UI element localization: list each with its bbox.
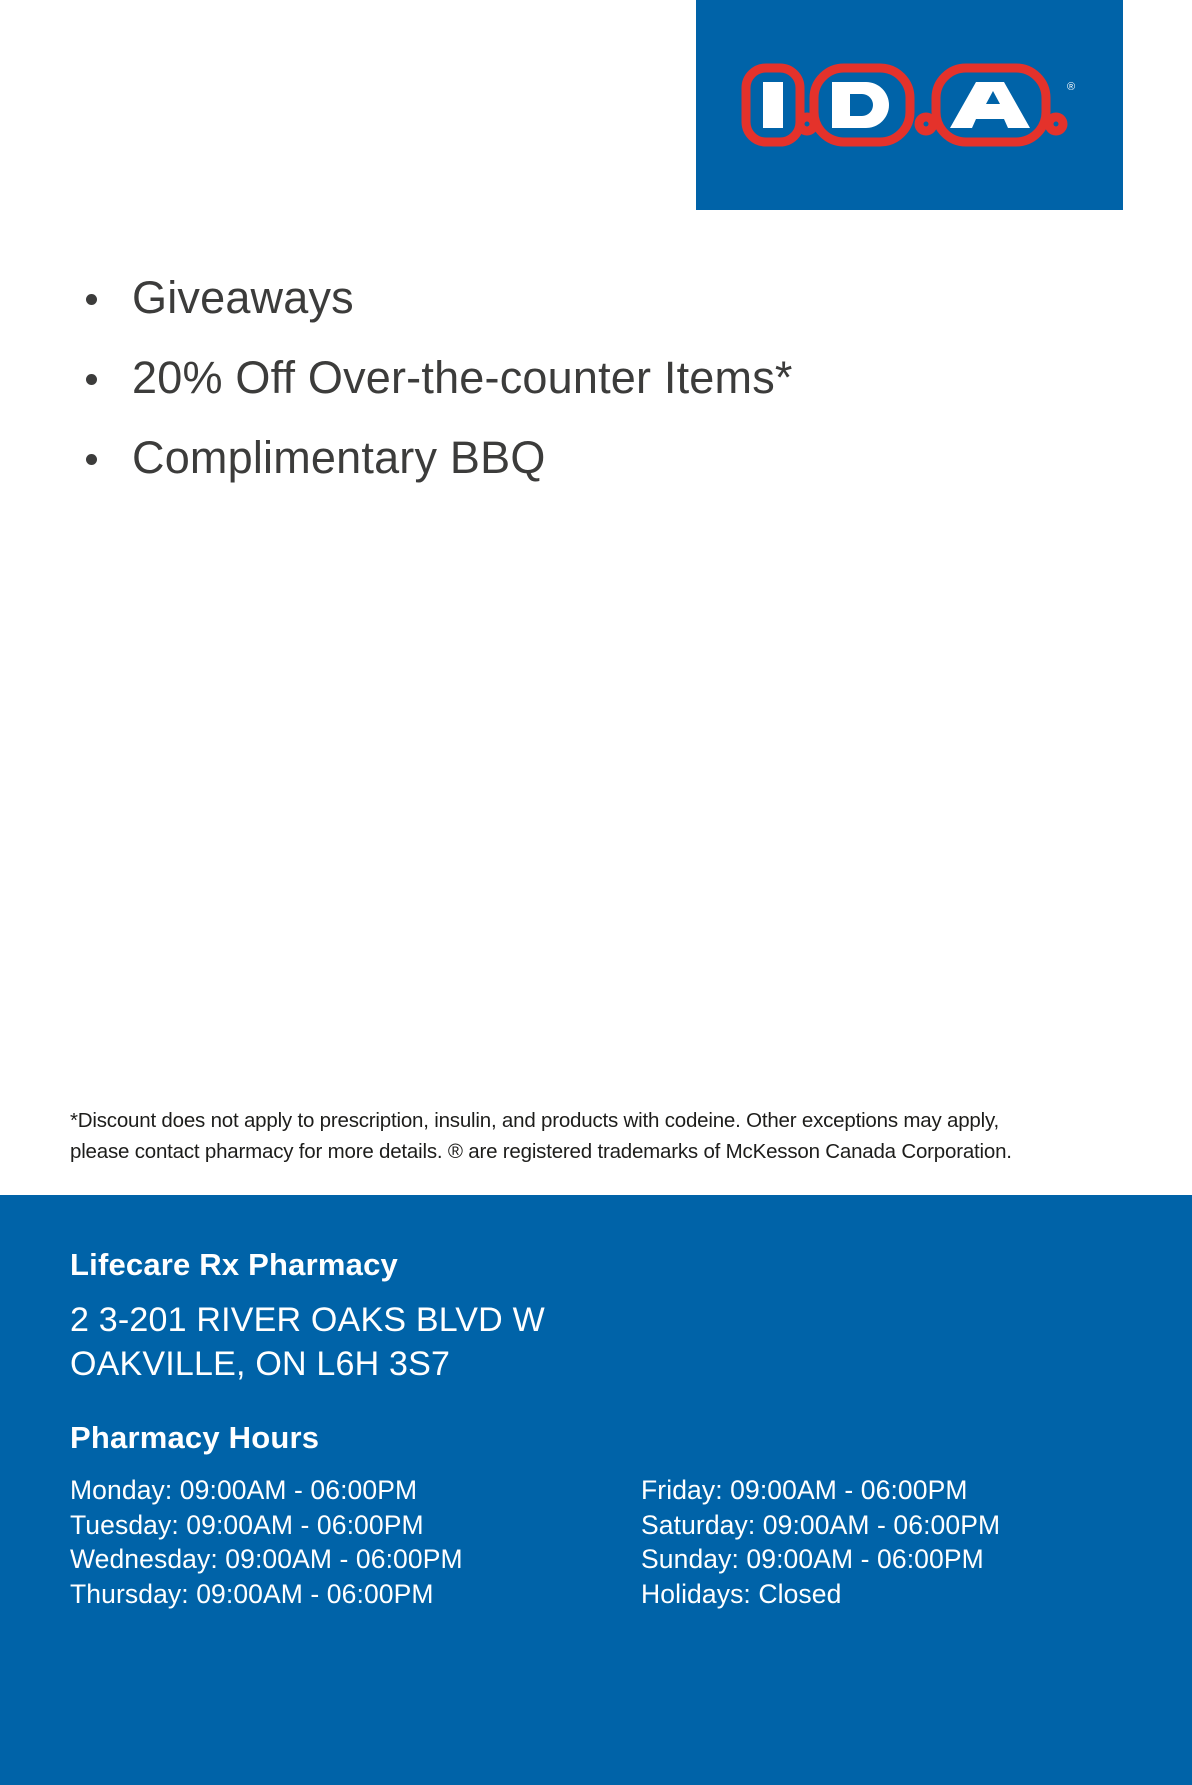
store-address [70, 1298, 545, 1386]
disclaimer-line-2: please contact pharmacy for more details. ® are registered trademarks of McKesson Canada Corporation. [70, 1140, 1012, 1163]
store-name: Lifecare Rx Pharmacy [70, 1247, 398, 1282]
address-line-1: 2 3-201 RIVER OAKS BLVD W [70, 1301, 545, 1339]
hours-row: Holidays: Closed [641, 1578, 842, 1609]
svg-text:®: ® [1066, 81, 1075, 93]
hours-row: Tuesday: 09:00AM - 06:00PM [70, 1509, 424, 1540]
ida-logo-icon [740, 50, 1080, 160]
hours-row: Wednesday: 09:00AM - 06:00PM [70, 1544, 463, 1574]
list-item: Complimentary BBQ [70, 418, 1070, 498]
hours-row: Thursday: 09:00AM - 06:00PM [70, 1578, 434, 1609]
hours-row: Sunday: 09:00AM - 06:00PM [641, 1544, 984, 1574]
pharmacy-hours-column-right [641, 1473, 1000, 1611]
pharmacy-hours-title: Pharmacy Hours [70, 1420, 320, 1455]
list-item: Giveaways [70, 258, 1070, 338]
hours-row: Saturday: 09:00AM - 06:00PM [641, 1509, 1001, 1540]
hours-row: Monday: 09:00AM - 06:00PM [70, 1475, 418, 1505]
promotions-list [70, 258, 1070, 498]
brand-logo-block [696, 0, 1123, 210]
disclaimer-line-1: *Discount does not apply to prescription, insulin, and products with codeine. Other exceptions may apply, [70, 1109, 999, 1132]
disclaimer-text [70, 1105, 1120, 1167]
pharmacy-hours-column-left [70, 1473, 463, 1611]
hours-row: Friday: 09:00AM - 06:00PM [641, 1475, 968, 1505]
address-line-2: OAKVILLE, ON L6H 3S7 [70, 1345, 451, 1383]
list-item: 20% Off Over-the-counter Items* [70, 338, 1070, 418]
store-info-footer [0, 1195, 1192, 1785]
